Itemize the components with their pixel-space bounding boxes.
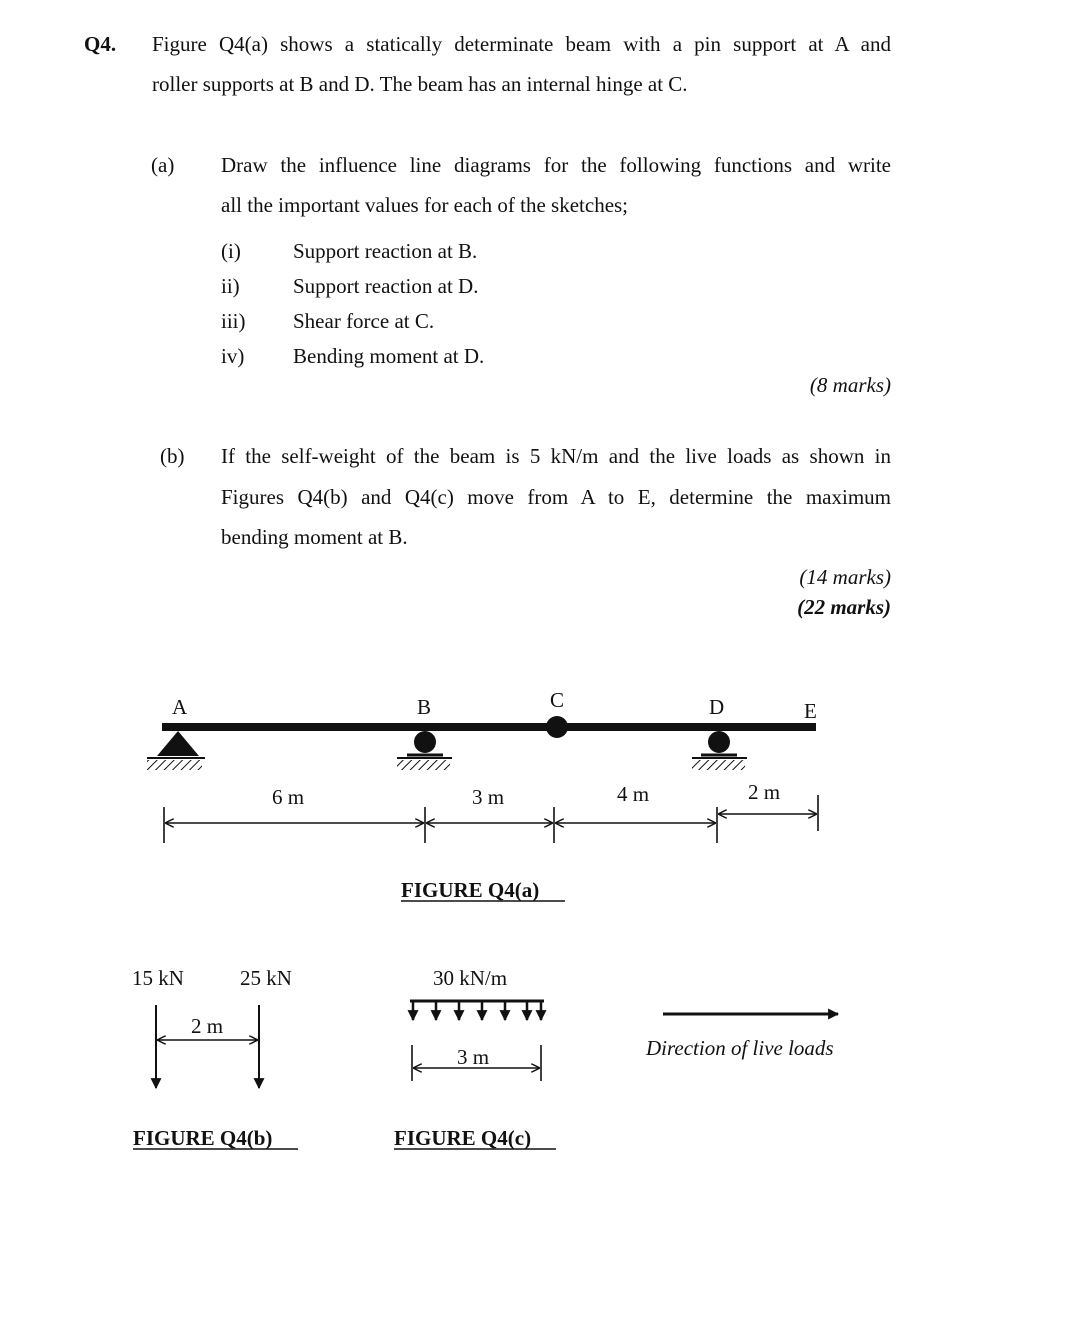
figure-caption-c: FIGURE Q4(c)	[394, 1126, 532, 1150]
span-label: 4 m	[617, 782, 650, 806]
point-label-d: D	[709, 695, 725, 719]
question-intro-line2: roller supports at B and D. The beam has an internal hinge at C.	[152, 72, 688, 96]
part-a-item-text: Shear force at C.	[293, 309, 435, 333]
part-a-item-num: (i)	[221, 239, 241, 263]
direction-label: Direction of live loads	[646, 1036, 834, 1060]
part-a-item-num: iv)	[221, 344, 245, 368]
span-label: 3 m	[472, 785, 505, 809]
figure-caption-b: FIGURE Q4(b)	[133, 1126, 273, 1150]
span-label: 6 m	[272, 785, 305, 809]
part-b-text-line2: Figures Q4(b) and Q4(c) move from A to E, determine the maximum	[221, 485, 891, 509]
roller-support-b	[397, 731, 452, 770]
part-b-label: (b)	[160, 444, 185, 468]
udl-length-label: 3 m	[457, 1045, 490, 1069]
pin-support-a	[147, 731, 205, 770]
beam-figure	[147, 688, 818, 843]
question-number: Q4.	[84, 32, 117, 56]
part-a-item-text: Bending moment at D.	[293, 344, 485, 368]
figure-caption-a: FIGURE Q4(a)	[401, 878, 540, 902]
part-a-text-line1: Draw the influence line diagrams for the following functions and write	[221, 153, 891, 177]
part-b-text-line1: If the self-weight of the beam is 5 kN/m and the live loads as shown in	[221, 444, 891, 468]
part-a-marks: (8 marks)	[809, 373, 891, 397]
point-label-c: C	[550, 688, 565, 712]
udl-intensity-label: 30 kN/m	[433, 966, 508, 990]
point-label-e: E	[804, 699, 817, 723]
internal-hinge-c	[546, 716, 568, 738]
part-a-item-text: Support reaction at D.	[293, 274, 479, 298]
span-label: 2 m	[748, 780, 781, 804]
part-a-item-text: Support reaction at B.	[293, 239, 478, 263]
udl-figure	[410, 966, 544, 1081]
load-spacing-label: 2 m	[191, 1014, 224, 1038]
point-loads-figure	[132, 966, 292, 1088]
part-b-text-line3: bending moment at B.	[221, 525, 408, 549]
part-a-text-line2: all the important values for each of the sketches;	[221, 193, 629, 217]
load-label-25kn: 25 kN	[240, 966, 292, 990]
point-label-b: B	[417, 695, 432, 719]
part-a-item-num: ii)	[221, 274, 240, 298]
roller-support-d	[692, 731, 747, 770]
part-a-label: (a)	[151, 153, 175, 177]
part-a-item-num: iii)	[221, 309, 246, 333]
point-label-a: A	[172, 695, 188, 719]
question-intro-line1: Figure Q4(a) shows a statically determinate beam with a pin support at A and	[152, 32, 891, 56]
load-label-15kn: 15 kN	[132, 966, 184, 990]
total-marks: (22 marks)	[797, 595, 891, 619]
part-b-marks: (14 marks)	[799, 565, 891, 589]
